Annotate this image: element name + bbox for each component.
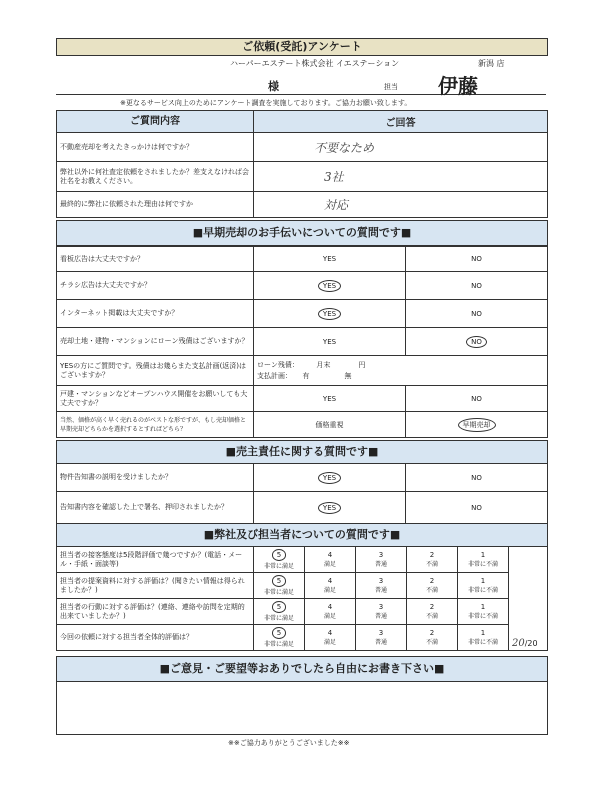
customer-suffix: 様 [268, 80, 279, 93]
seller-question: 物件告知書の説明を受けましたか？ [57, 464, 254, 492]
basic-answer: 不要なため [254, 133, 548, 162]
rating-label: 非常に満足 [263, 589, 294, 596]
rating-label: 満足 [323, 613, 336, 620]
rating-5-circled: 5 [272, 575, 286, 587]
early-question: インターネット掲載は大丈夫ですか？ [57, 300, 254, 328]
rating-2: 2 [429, 629, 435, 637]
yes-option-circled: YES [318, 308, 341, 320]
staff-signature: 伊藤 [438, 74, 478, 98]
staff-rating-table [56, 546, 548, 651]
rating-label: 不満 [425, 639, 438, 646]
rating-4: 4 [327, 629, 333, 637]
yes-option-circled: YES [318, 472, 341, 484]
yes-option: YES [322, 337, 337, 346]
rating-4: 4 [327, 577, 333, 585]
company-name: ハーパーエステート株式会社 イエステーション [230, 59, 400, 68]
section-early-sale: ■早期売却のお手伝いについての質問です■ [56, 220, 548, 246]
rating-5-circled: 5 [272, 601, 286, 613]
rating-5-circled: 5 [272, 627, 286, 639]
footer-thanks: ※※ご協力ありがとうございました※※ [228, 739, 350, 747]
rating-label: 普通 [374, 587, 387, 594]
rating-5-circled: 5 [272, 549, 286, 561]
score-total: /20 [524, 639, 538, 648]
rating-label: 不満 [425, 613, 438, 620]
rating-label: 満足 [323, 587, 336, 594]
rating-label: 不満 [425, 561, 438, 568]
staff-question: 担当者の行動に対する評価は？(連絡、連絡や訪問を定期的出来ていましたか？) [57, 599, 254, 625]
rating-label: 非常に不満 [467, 613, 498, 620]
no-option: NO [471, 309, 482, 318]
basic-question: 最終的に弊社に依頼された理由は何ですか [57, 192, 254, 218]
rating-label: 普通 [374, 613, 387, 620]
no-option: NO [471, 281, 482, 290]
yes-option-circled: YES [318, 502, 341, 514]
staff-question: 担当者の提案資料に対する評価は？(聞きたい情報は得られましたか？) [57, 573, 254, 599]
no-option: NO [471, 255, 482, 263]
rating-1: 1 [480, 629, 486, 637]
yes-option: YES [322, 394, 337, 403]
staff-label: 担当 [384, 83, 398, 91]
comments-area [56, 681, 548, 735]
rating-1: 1 [480, 603, 486, 611]
no-option: NO [471, 394, 482, 403]
early-question: 看板広告は大丈夫ですか？ [57, 247, 254, 272]
no-option-circled: NO [466, 336, 487, 348]
rating-label: 非常に不満 [467, 561, 498, 568]
staff-question: 担当者の接客態度は5段階評価で幾つですか？(電話・メール・手紙・面談等) [57, 547, 254, 573]
rating-label: 非常に満足 [263, 563, 294, 570]
seller-table [56, 463, 548, 524]
score-handwritten: 20 [512, 638, 525, 649]
openhouse-question: 戸建・マンションなどオープンハウス開催をお願いしても大丈夫ですか？ [57, 386, 254, 412]
basic-answer: 3社 [254, 162, 548, 192]
no-option: NO [471, 503, 482, 512]
rating-label: 非常に不満 [467, 587, 498, 594]
basic-answer: 対応 [254, 192, 548, 218]
rating-label: 非常に満足 [263, 615, 294, 622]
column-answer: ご回答 [254, 111, 548, 133]
section-company-staff: ■弊社及び担当者についての質問です■ [56, 523, 548, 547]
rating-label: 満足 [323, 639, 336, 646]
rating-label: 不満 [425, 587, 438, 594]
rating-2: 2 [429, 603, 435, 611]
rating-label: 非常に満足 [263, 641, 294, 648]
rating-label: 非常に不満 [467, 639, 498, 646]
basic-question: 弊社以外に何社査定依頼をされましたか？差支えなければ会社名をお教えください。 [57, 162, 254, 192]
rating-4: 4 [327, 603, 333, 611]
store-name: 新潟 店 [478, 59, 505, 68]
rating-3: 3 [378, 629, 384, 637]
rating-4: 4 [327, 551, 333, 559]
priority-question: 当然、価格が高く早く売れるのがベストな形ですが、もし売却価格と早期売却どちらかを選択するとすればどちら？ [57, 412, 254, 438]
basic-table [56, 110, 548, 218]
payment-plan-line: 支払計画： 有 無 [257, 371, 352, 380]
early-sale-option-circled: 早期売却 [458, 418, 496, 432]
staff-question: 今回の依頼に対する担当者全体的評価は？ [57, 625, 254, 651]
seller-question: 告知書内容を確認した上で署名、押印されましたか？ [57, 492, 254, 524]
rating-3: 3 [378, 577, 384, 585]
early-question: 売却土地・建物・マンションにローン残債はございますか？ [57, 328, 254, 356]
rating-2: 2 [429, 577, 435, 585]
column-question: ご質問内容 [57, 111, 254, 133]
section-comments: ■ご意見・ご要望等おありでしたら自由にお書き下さい■ [56, 656, 548, 682]
rating-1: 1 [480, 551, 486, 559]
no-option: NO [471, 473, 482, 482]
early-question: チラシ広告は大丈夫ですか？ [57, 272, 254, 300]
price-priority-option: 価格重視 [315, 420, 344, 429]
rating-label: 普通 [374, 561, 387, 568]
loan-question: YESの方にご質問です。残債はお幾らまた支払計画(返済)はございますか？ [57, 356, 254, 386]
rating-label: 満足 [323, 561, 336, 568]
rating-3: 3 [378, 603, 384, 611]
section-seller-responsibility: ■売主責任に関する質問です■ [56, 440, 548, 464]
basic-question: 不動産売却を考えたきっかけは何ですか？ [57, 133, 254, 162]
score-cell [509, 547, 548, 651]
rating-3: 3 [378, 551, 384, 559]
rating-label: 普通 [374, 639, 387, 646]
early-table [56, 246, 548, 438]
rating-2: 2 [429, 551, 435, 559]
notice-text: ※更なるサービス向上のためにアンケート調査を実施しております。ご協力お願い致します。 [120, 99, 412, 107]
customer-line [56, 74, 546, 98]
survey-title: ご依頼(受託)アンケート [56, 38, 548, 56]
rating-1: 1 [480, 577, 486, 585]
yes-option: YES [322, 255, 337, 263]
yes-option-circled: YES [318, 280, 341, 292]
loan-balance-line: ローン残債： 月末 円 [257, 360, 366, 369]
